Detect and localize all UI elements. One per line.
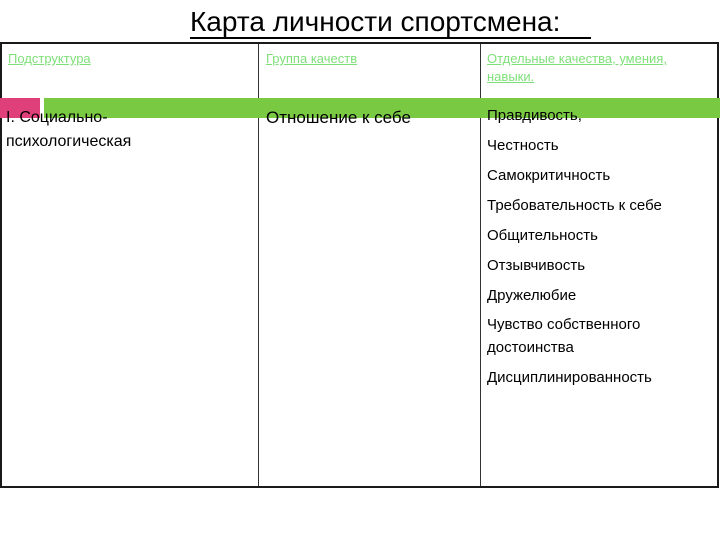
quality-item: Дисциплинированность [487,369,652,386]
quality-item: Правдивость, [487,107,582,124]
header-substructure: Подструктура [8,51,91,66]
header-quality-group: Группа качеств [266,51,358,66]
quality-item: Честность [487,137,559,154]
quality-item: Самокритичность [487,167,611,184]
quality-item: достоинства [487,339,574,356]
quality-item: Дружелюбие [487,287,577,304]
header-individual-qualities: Отдельные качества, умения, навыки. [487,51,667,84]
quality-group: Отношение к себе [266,108,411,127]
quality-item: Чувство собственного [487,316,641,333]
page-title: Карта личности спортсмена: [190,6,561,37]
quality-item: Общительность [487,227,598,244]
quality-item: Отзывчивость [487,257,586,274]
quality-item: Требовательность к себе [487,197,662,214]
substructure-line-2: психологическая [6,133,132,150]
substructure-line-1: I. Социально- [6,109,108,126]
title-underline [190,37,591,39]
